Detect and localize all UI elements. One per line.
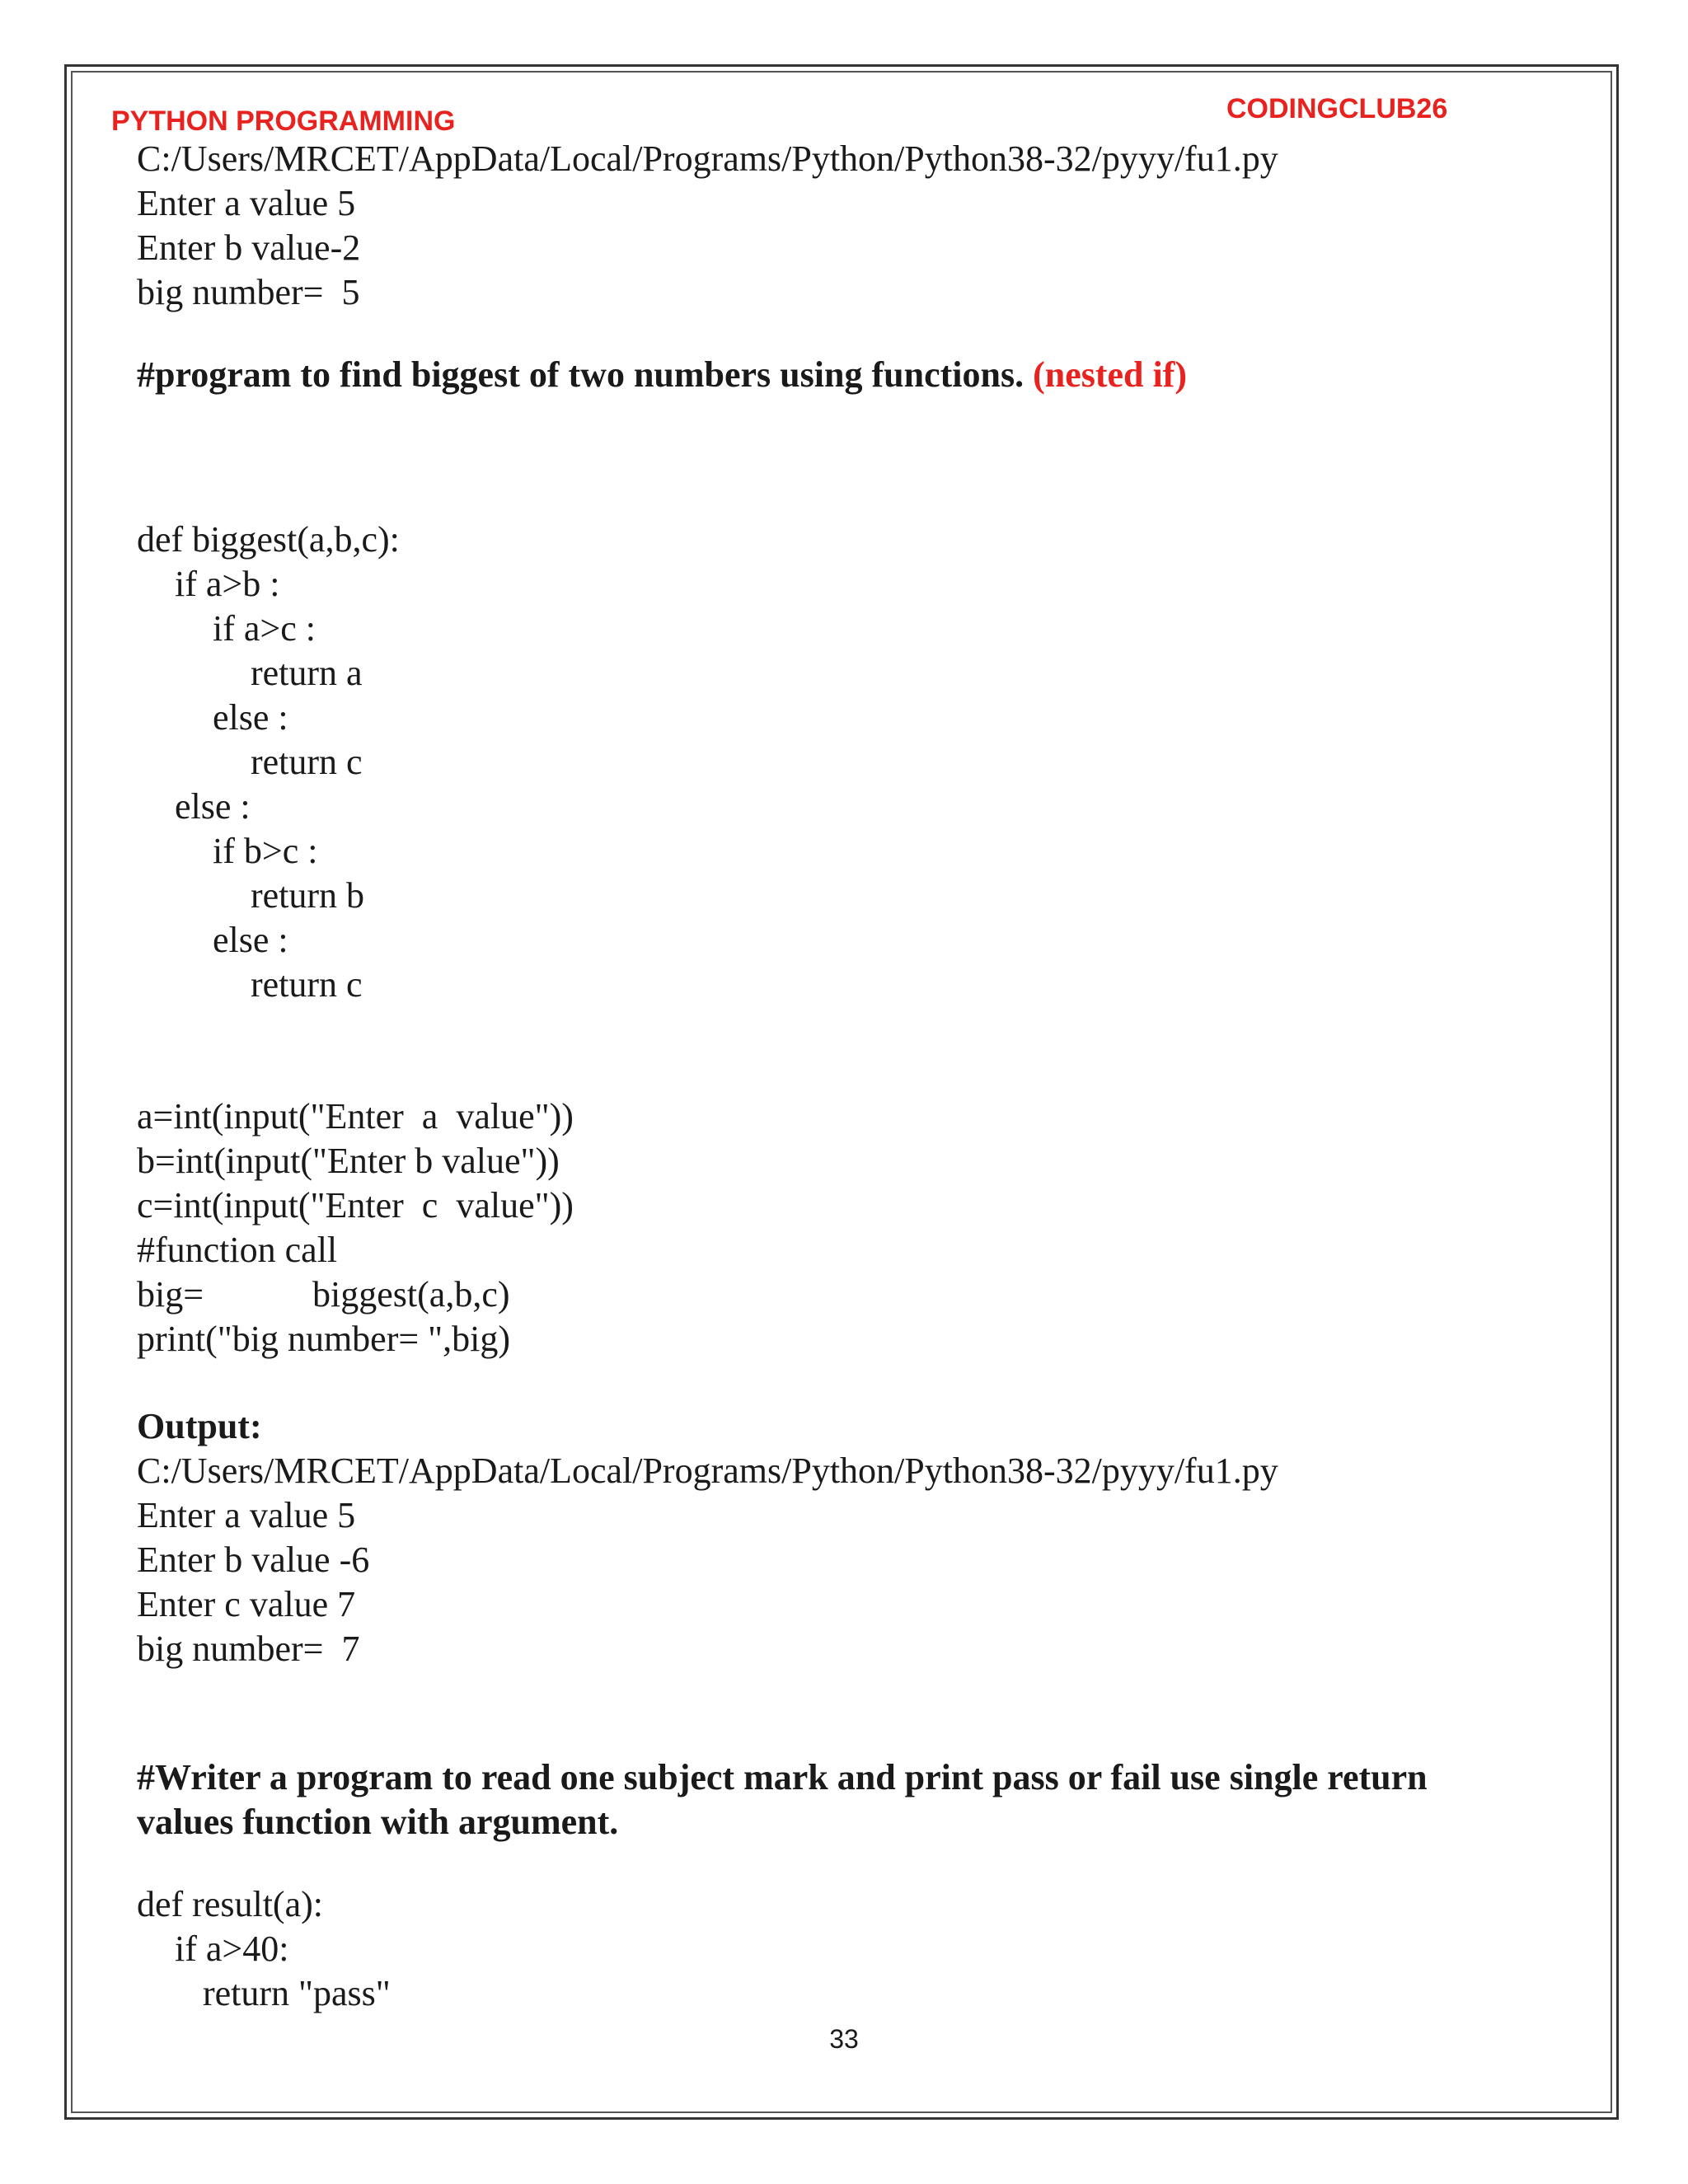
code-line: return c	[251, 964, 363, 1005]
output-line: big number= 7	[137, 1629, 360, 1669]
code-comment: #function call	[137, 1230, 338, 1270]
code-line: print("big number= ",big)	[137, 1319, 510, 1359]
output-line: Enter c value 7	[137, 1584, 356, 1624]
code-line: a=int(input("Enter a value"))	[137, 1096, 574, 1137]
page-number: 33	[829, 2024, 859, 2054]
output-line: Enter b value -6	[137, 1540, 370, 1580]
output-label: Output:	[137, 1406, 262, 1446]
section-heading-tag: (nested if)	[1033, 354, 1188, 395]
code-line: return c	[251, 742, 363, 782]
code-line: return "pass"	[203, 1973, 391, 2013]
code-line: if b>c :	[213, 831, 318, 871]
code-line: if a>40:	[175, 1929, 289, 1969]
code-line: else :	[175, 786, 251, 827]
output-line: Enter a value 5	[137, 183, 356, 223]
code-line: if a>b :	[175, 564, 280, 604]
section-heading-line-2: values function with argument.	[137, 1802, 619, 1842]
code-line: c=int(input("Enter c value"))	[137, 1185, 574, 1226]
section-heading-text: #program to find biggest of two numbers using functions.	[137, 354, 1034, 395]
code-line: b=int(input("Enter b value"))	[137, 1141, 560, 1181]
code-line: else :	[213, 697, 288, 738]
header-title: PYTHON PROGRAMMING	[111, 105, 456, 137]
code-line: def biggest(a,b,c):	[137, 519, 400, 560]
output-path: C:/Users/MRCET/AppData/Local/Programs/Python/Python38-32/pyyy/fu1.py	[137, 1451, 1278, 1491]
code-line: big= biggest(a,b,c)	[137, 1274, 510, 1315]
code-line: def result(a):	[137, 1884, 323, 1924]
output-line: Enter b value-2	[137, 227, 361, 268]
code-line: if a>c :	[213, 608, 316, 649]
section-heading	[137, 353, 1187, 397]
output-line: big number= 5	[137, 272, 360, 312]
code-line: else :	[213, 920, 288, 960]
code-line: return a	[251, 653, 363, 693]
output-line: Enter a value 5	[137, 1495, 356, 1535]
output-path: C:/Users/MRCET/AppData/Local/Programs/Python/Python38-32/pyyy/fu1.py	[137, 138, 1278, 179]
section-heading-line-1: #Writer a program to read one subject mark and print pass or fail use single return	[137, 1757, 1428, 1797]
code-line: return b	[251, 875, 365, 916]
header-club: CODINGCLUB26	[1226, 93, 1448, 124]
